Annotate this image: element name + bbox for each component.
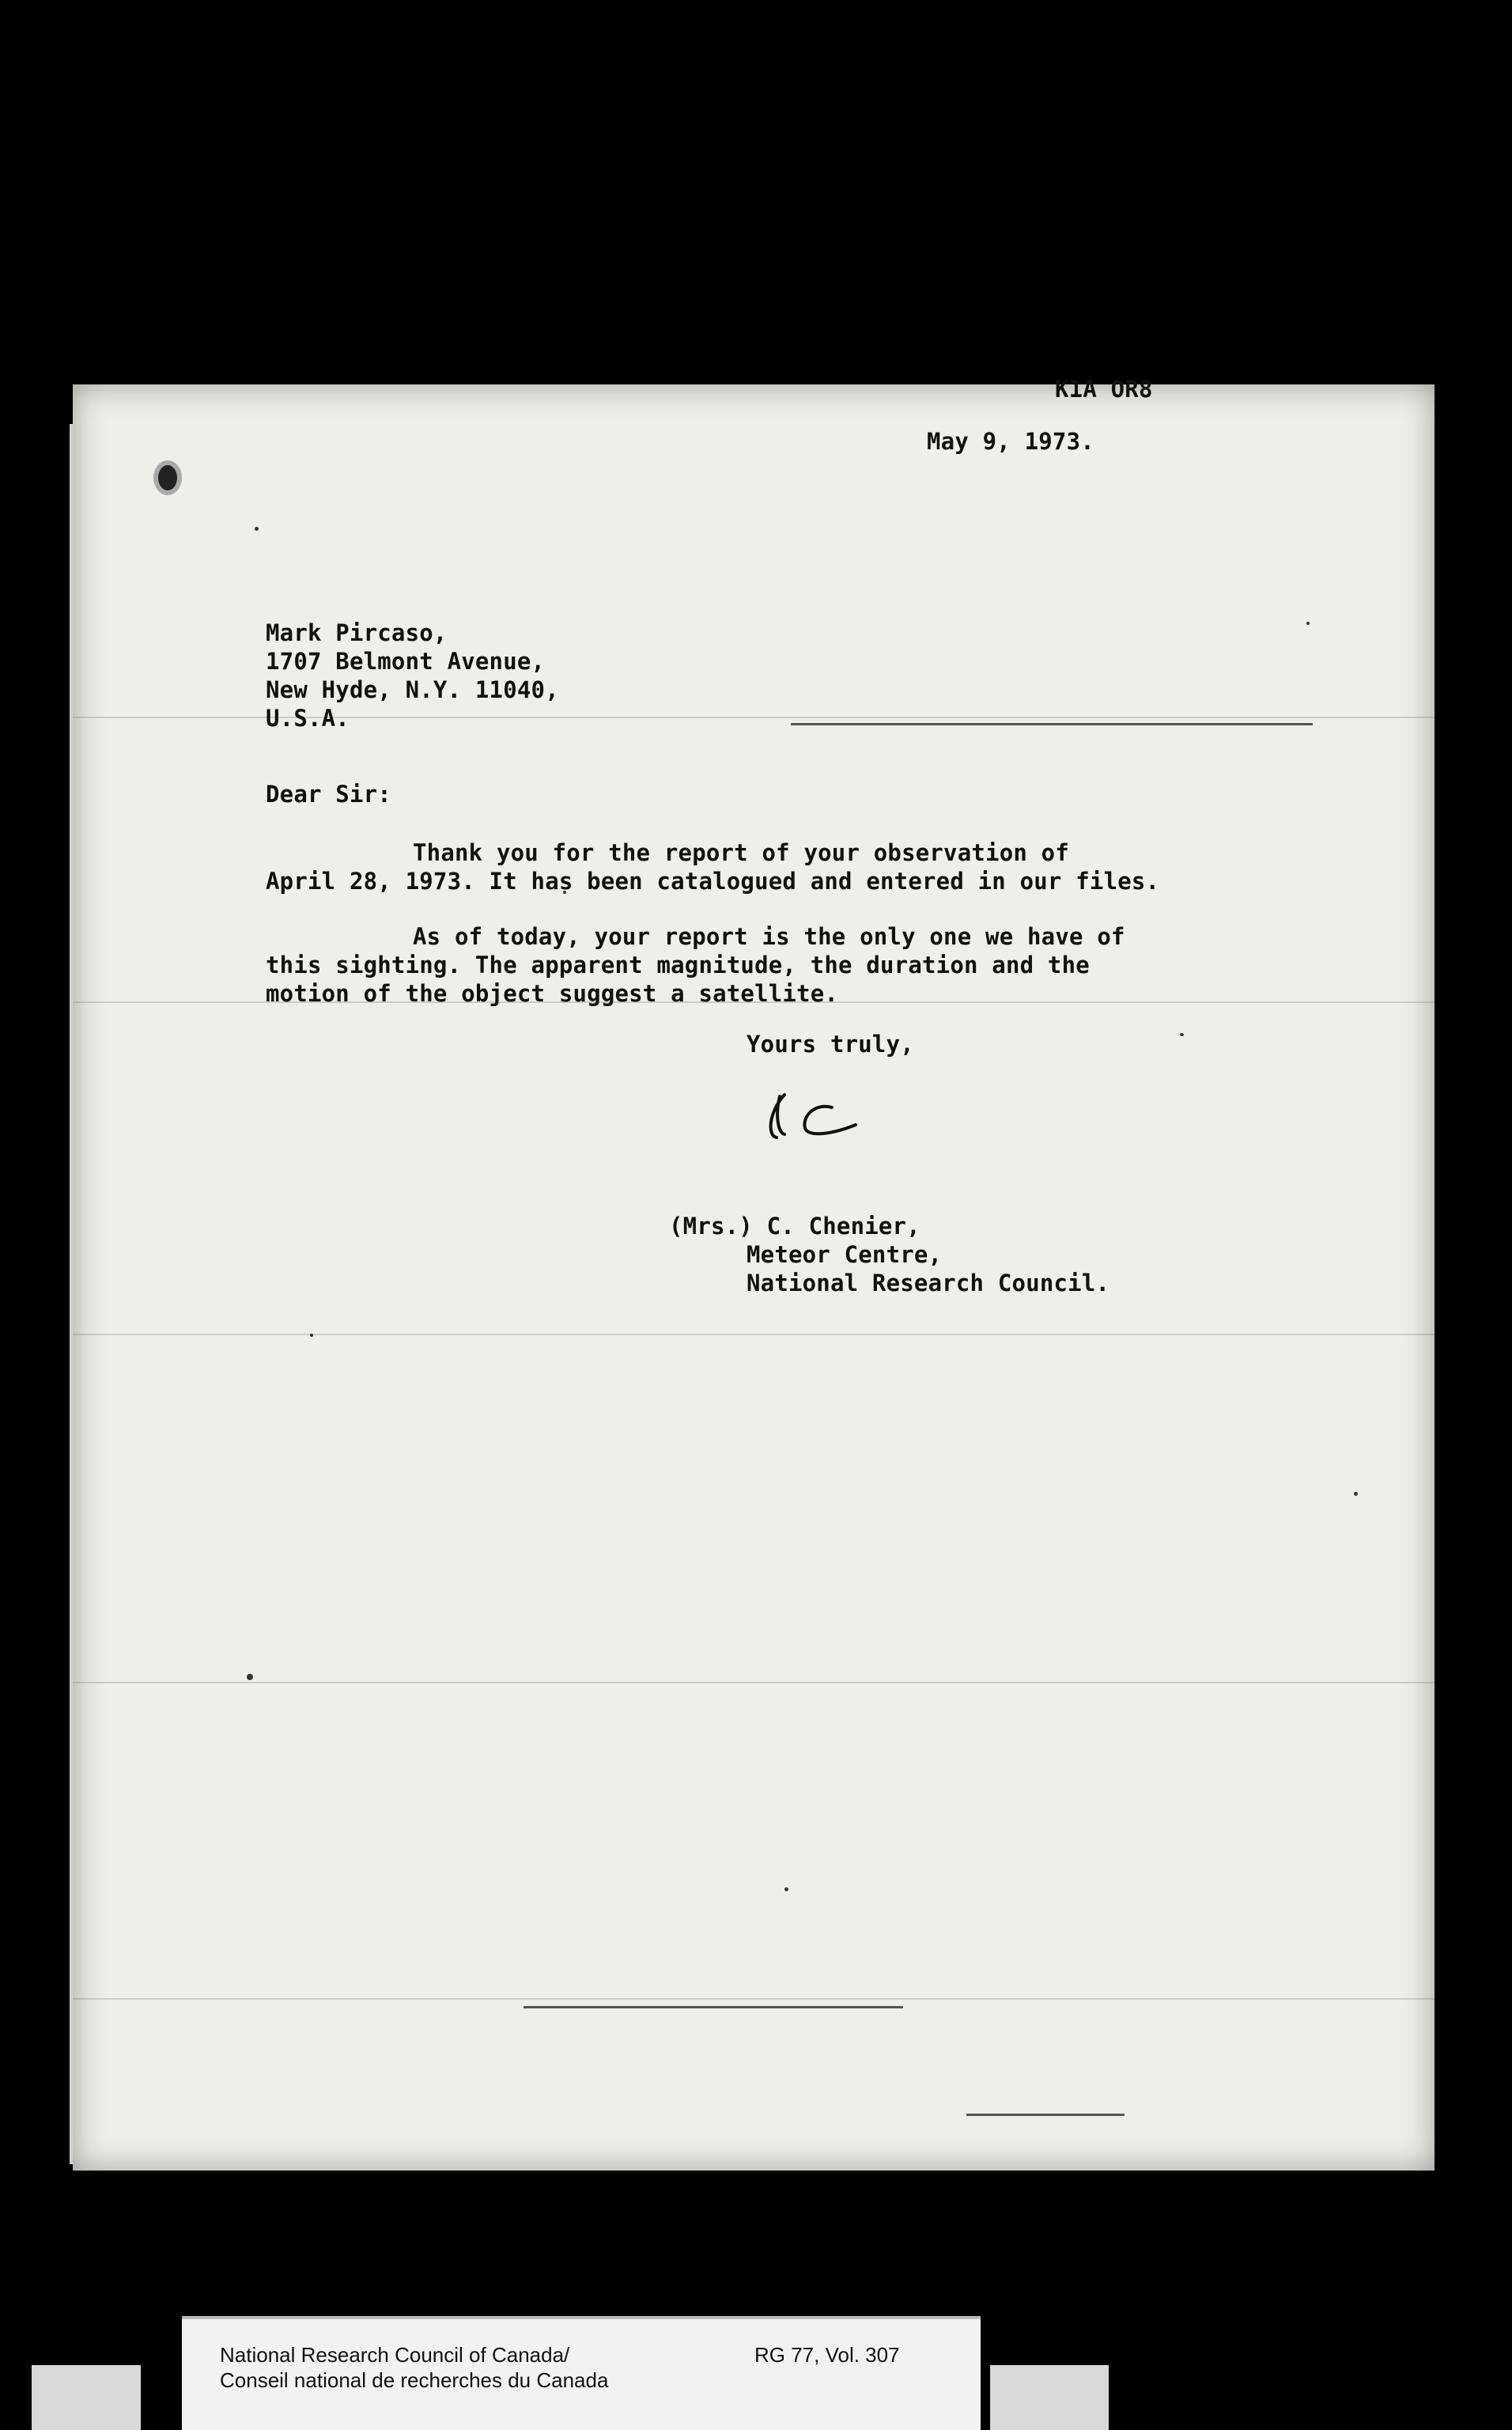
top-stroke [791,723,1313,725]
speck [255,527,259,531]
recipient-country: U.S.A. [266,705,350,732]
postal-code: K1A OR8 [1055,376,1153,403]
speck [310,1334,313,1337]
signatory-name: (Mrs.) C. Chenier, [669,1213,920,1240]
caption-reference: RG 77, Vol. 307 [754,2343,900,2367]
recipient-street: 1707 Belmont Avenue, [266,648,546,675]
ruled-line [73,1682,1435,1683]
paragraph-2-line-2: this sighting. The apparent magnitude, the duration and the [266,952,1090,978]
recipient-name: Mark Pircaso, [266,619,448,646]
speck [784,1887,788,1891]
signatory-organization: National Research Council. [747,1270,1110,1296]
bottom-stroke [524,2006,903,2008]
speck [1306,622,1310,625]
film-strip-right [990,2365,1109,2430]
speck [247,1674,253,1680]
signatory-department: Meteor Centre, [747,1241,943,1268]
closing: Yours truly, [747,1031,914,1058]
salutation: Dear Sir: [266,781,391,808]
ruled-line [73,1334,1435,1335]
punch-hole-icon [153,460,182,495]
paragraph-1-line-1: Thank you for the report of your observation of [413,839,1069,866]
recipient-city: New Hyde, N.Y. 11040, [266,676,559,703]
paragraph-2-line-1: As of today, your report is the only one we have of [413,923,1125,950]
paragraph-1-line-2: April 28, 1973. It has been catalogued and entered in our files. [266,868,1160,895]
handwritten-signature [761,1088,864,1144]
speck [1354,1492,1358,1496]
ruled-line [73,1998,1435,2000]
caption-french: Conseil national de recherches du Canada [220,2368,609,2392]
bottom-stroke [966,2114,1125,2116]
speck [1180,1033,1184,1036]
film-strip-left [32,2365,141,2430]
archive-caption [182,2316,981,2430]
letter-date: May 9, 1973. [927,428,1094,455]
caption-english: National Research Council of Canada/ [220,2343,570,2367]
paragraph-2-line-3: motion of the object suggest a satellite. [266,980,839,1007]
